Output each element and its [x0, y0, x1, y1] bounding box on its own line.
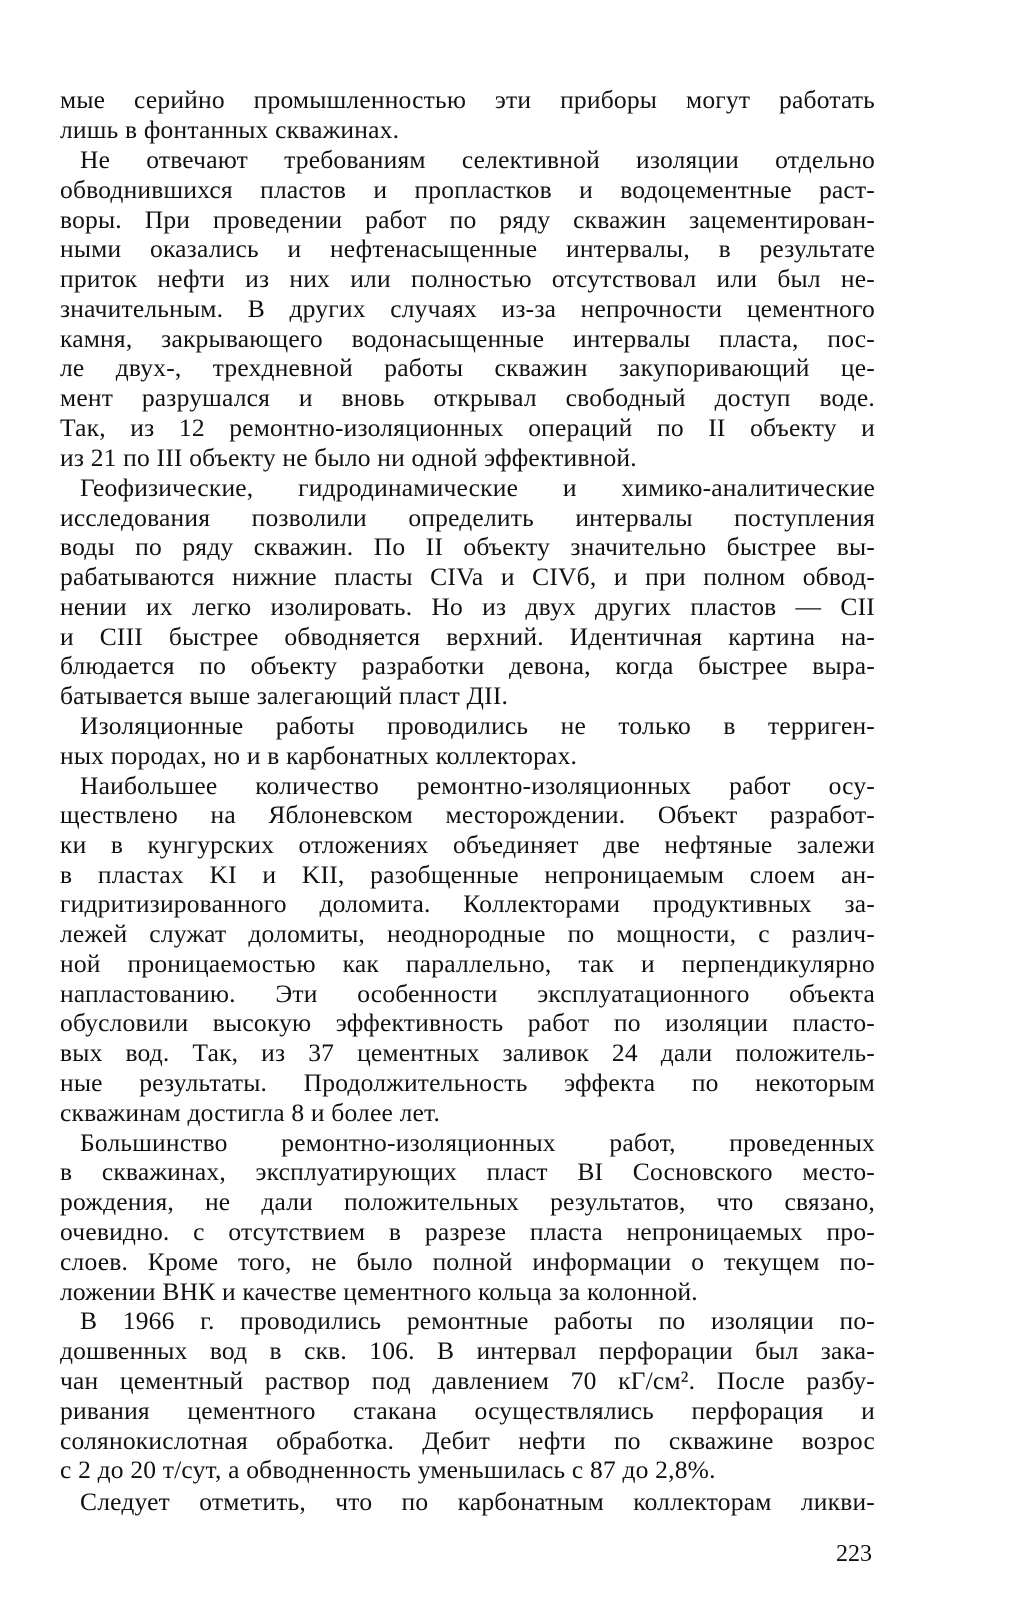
text-line: Наибольшее количество ремонтно-изоляционных работ осу-: [80, 771, 875, 800]
text-line: ные результаты. Продолжительность эффекта по некоторым: [60, 1068, 875, 1097]
text-line: Так, из 12 ремонтно-изоляционных операций по II объекту и: [60, 413, 875, 442]
text-line: В 1966 г. проводились ремонтные работы по изоляции по-: [80, 1306, 875, 1335]
text-line: рабатываются нижние пласты CIVa и CIVб, и при полном обвод-: [60, 562, 875, 591]
text-line: с 2 до 20 т/сут, а обводненность уменьшилась с 87 до 2,8%.: [60, 1455, 716, 1484]
text-line: мент разрушался и вновь открывал свободный доступ воде.: [60, 383, 875, 412]
text-line: гидритизированного доломита. Коллекторами продуктивных за-: [60, 889, 875, 918]
text-line: Большинство ремонтно-изоляционных работ, проведенных: [80, 1128, 875, 1157]
text-line: нении их легко изолировать. Но из двух других пластов — CII: [60, 592, 875, 621]
text-line: значительным. В других случаях из-за непрочности цементного: [60, 294, 875, 323]
text-line: солянокислотная обработка. Дебит нефти по скважине возрос: [60, 1426, 875, 1455]
text-line: воры. При проведении работ по ряду скважин зацементирован-: [60, 205, 875, 234]
text-line: исследования позволили определить интервалы поступления: [60, 503, 875, 532]
text-line: лишь в фонтанных скважинах.: [60, 115, 400, 144]
text-line: напластованию. Эти особенности эксплуатационного объекта: [60, 979, 875, 1008]
text-line: в пластах KI и KII, разобщенные непроницаемым слоем ан-: [60, 860, 875, 889]
text-line: камня, закрывающего водонасыщенные интервалы пласта, пос-: [60, 324, 875, 353]
text-line: батывается выше залегающий пласт ДII.: [60, 681, 509, 710]
text-line: мые серийно промышленностью эти приборы могут работать: [60, 85, 875, 114]
text-line: Геофизические, гидродинамические и химико-аналитические: [80, 473, 875, 502]
text-line: и CIII быстрее обводняется верхний. Идентичная картина на-: [60, 622, 875, 651]
text-line: из 21 по III объекту не было ни одной эффективной.: [60, 443, 637, 472]
text-line: ной проницаемостью как параллельно, так и перпендикулярно: [60, 949, 875, 978]
text-line: очевидно. с отсутствием в разрезе пласта непроницаемых про-: [60, 1217, 875, 1246]
text-line: ки в кунгурских отложениях объединяет две нефтяные залежи: [60, 830, 875, 859]
text-line: скважинам достигла 8 и более лет.: [60, 1098, 441, 1127]
text-line: воды по ряду скважин. По II объекту значительно быстрее вы-: [60, 532, 875, 561]
text-line: ществлено на Яблоневском месторождении. Объект разработ-: [60, 800, 875, 829]
text-line: обусловили высокую эффективность работ по изоляции пласто-: [60, 1008, 875, 1037]
text-line: ложении ВНК и качестве цементного кольца за колонной.: [60, 1277, 698, 1306]
text-line: дошвенных вод в скв. 106. В интервал перфорации был зака-: [60, 1336, 875, 1365]
text-line: блюдается по объекту разработки девона, когда быстрее выра-: [60, 651, 875, 680]
text-line: рождения, не дали положительных результатов, что связано,: [60, 1187, 875, 1216]
page-number: 223: [836, 1541, 872, 1567]
text-line: Следует отметить, что по карбонатным коллекторам ликви-: [80, 1487, 875, 1516]
text-line: ле двух-, трехдневной работы скважин закупоривающий це-: [60, 353, 875, 382]
text-line: Не отвечают требованиям селективной изоляции отдельно: [80, 145, 875, 174]
text-line: в скважинах, эксплуатирующих пласт BI Сосновского место-: [60, 1157, 875, 1186]
text-line: лежей служат доломиты, неоднородные по мощности, с различ-: [60, 919, 875, 948]
text-line: обводнившихся пластов и пропластков и водоцементные раст-: [60, 175, 875, 204]
text-line: Изоляционные работы проводились не только в терриген-: [80, 711, 875, 740]
text-line: ривания цементного стакана осуществлялись перфорация и: [60, 1396, 875, 1425]
text-line: вых вод. Так, из 37 цементных заливок 24 дали положитель-: [60, 1038, 875, 1067]
text-line: чан цементный раствор под давлением 70 кГ/см². После разбу-: [60, 1366, 875, 1395]
text-line: приток нефти из них или полностью отсутствовал или был не-: [60, 264, 875, 293]
text-line: ными оказались и нефтенасыщенные интервалы, в результате: [60, 234, 875, 263]
text-line: слоев. Кроме того, не было полной информации о текущем по-: [60, 1247, 875, 1276]
text-line: ных породах, но и в карбонатных коллекторах.: [60, 741, 578, 770]
